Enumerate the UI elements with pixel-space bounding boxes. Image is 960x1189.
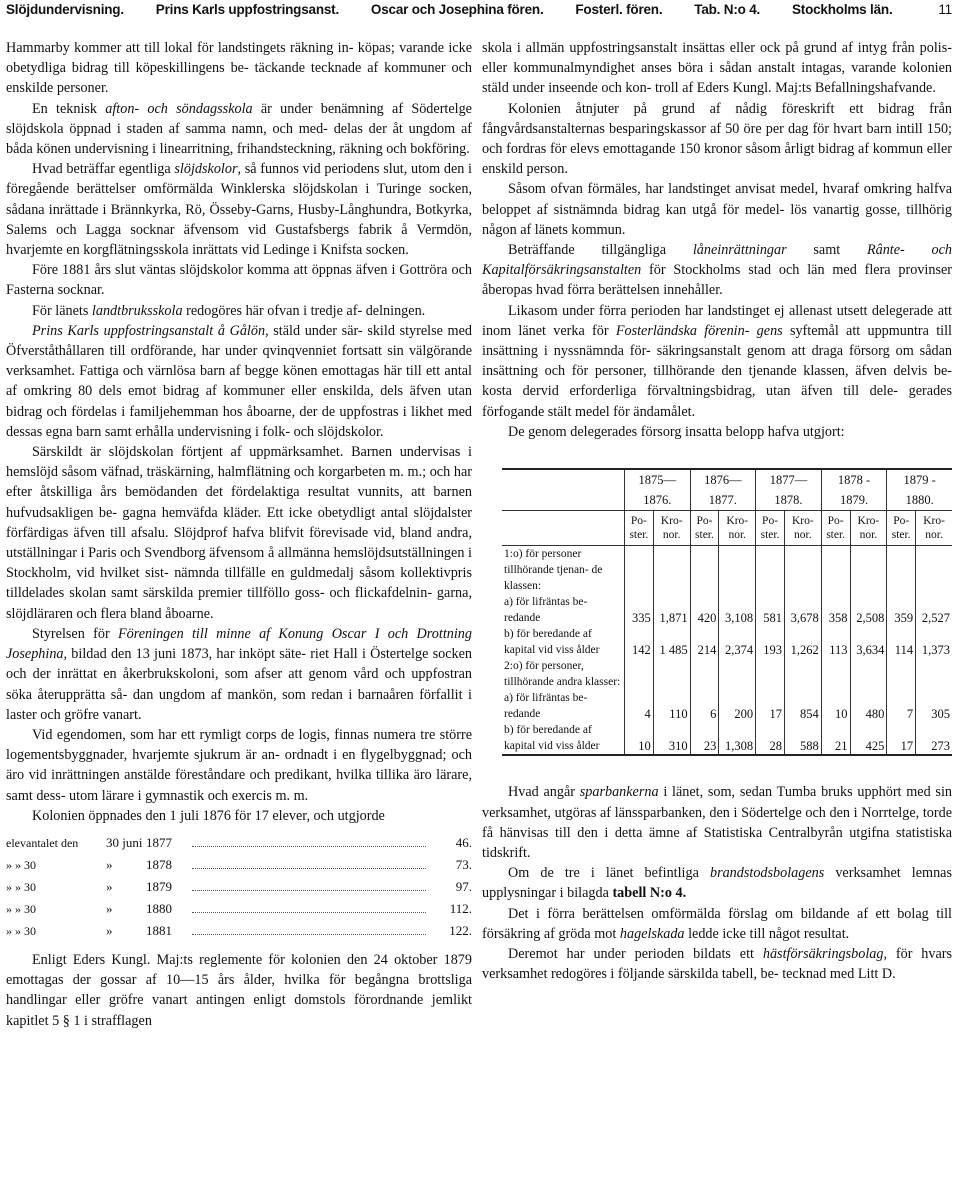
table-row [502, 594, 952, 626]
table-cell: 2,527 [916, 594, 952, 626]
subheader: Po- ster. [887, 511, 916, 546]
header-item: Slöjdundervisning. [6, 2, 124, 17]
table-row [502, 658, 952, 690]
table-cell: 273 [916, 722, 952, 755]
table-cell: 17 [887, 722, 916, 755]
table-cell: 21 [821, 722, 850, 755]
table-cell: 10 [821, 690, 850, 722]
paragraph: Om de tre i länet befintliga brandstodsbolagens verksamhet lemnas upplysningar i bilagda tabell N:o 4. [482, 865, 952, 902]
subheader: Po- ster. [756, 511, 785, 546]
table-header-sub [502, 511, 952, 546]
subheader: Kro- nor. [653, 511, 690, 546]
table-cell: 420 [690, 594, 719, 626]
table-row [502, 722, 952, 755]
row-label: a) för lifräntas be- redande [504, 596, 588, 625]
paragraph: Kolonien öppnades den 1 juli 1876 för 17 elever, och utgjorde [32, 807, 385, 824]
table-cell: 854 [784, 690, 821, 722]
table-cell: 1,308 [719, 722, 756, 755]
year-header: 1878 - 1879. [821, 469, 887, 511]
header-item: Tab. N:o 4. [694, 2, 761, 17]
table-cell: 3,634 [850, 626, 887, 658]
enrollment-row: elevantalet den 30 juni 1877 46. [6, 834, 472, 850]
subheader: Po- ster. [690, 511, 719, 546]
paragraph: Vid egendomen, som har ett rymligt corps de logis, finnas numera tre större logementsbyggnader, hvarjemte sjukrum är an- ordnadt i en flygelbyggnad; och äro vid inrättningen anstälde föreståndare och predikant, hvilka tillika äro lärare, samt dess- utom lärare i gymnastik och exercis m. m. [6, 726, 472, 804]
table-cell [625, 658, 654, 690]
subheader: Kro- nor. [850, 511, 887, 546]
table-cell [784, 658, 821, 690]
subheader: Kro- nor. [916, 511, 952, 546]
table-cell [719, 546, 756, 595]
table-cell: 10 [625, 722, 654, 755]
header-item: Stockholms län. [791, 2, 893, 17]
table-cell: 1,373 [916, 626, 952, 658]
year-header: 1876—1877. [690, 469, 756, 511]
left-column [6, 38, 472, 1031]
table-row [502, 690, 952, 722]
header-item: Prins Karls uppfostringsanst. [155, 2, 340, 17]
paragraph: Hammarby kommer att till lokal för landstingets räkning in- köpas; varande icke obetydliga bidrag till köpeskillingens be- täckande tecknade af kommuner och enskilde personer. [6, 40, 472, 97]
year-header: 1875—1876. [625, 469, 691, 511]
paragraph: Särskildt är slöjdskolan förtjent af uppmärksamhet. Barnen undervisas i hemslöjd såsom väfnad, träskärning, halmflätning och korgarbeten m. m.; och har efter åtskilliga års bemödanden det fördelaktiga resultat vunnits, att barnen hufvudsakligen be- gagna hemväfda kläder. Ett icke obetydligt antal slöjdalster förfärdigas äfven till afsalu. Slöjdprof hafva blifvit förevisade vid, bland andra, utställningar i Paris och Svendborg äfvensom å allmänna hemslöjdsutställningen i Stockholm, vid hvilket sist- nämnda tillfälle en guldmedalj såsom kollektivpris tilldelades skolan samt särskilda premier tillföllo goss- och flickafdelnin- garna, slöjdläraren och flera bland åboarne. [6, 444, 472, 622]
table-cell: 358 [821, 594, 850, 626]
table-cell: 17 [756, 690, 785, 722]
year-header: 1879 - 1880. [887, 469, 952, 511]
table-cell: 193 [756, 626, 785, 658]
paragraph: Deremot har under perioden bildats ett hästförsäkringsbolag, för hvars verksamhet redogöres i följande särskilda tabell, be- tecknad med Litt D. [482, 946, 953, 983]
paragraph: Enligt Eders Kungl. Maj:ts reglemente för kolonien den 24 oktober 1879 emottagas der gossar af 10—15 års ålder, hvilka för begångna brottsliga handlingar eller gröfre vanart antingen enligt domstols förordnande jemlikt kapitlet 5 § 1 i strafflagen [6, 951, 472, 1029]
table-cell [784, 546, 821, 595]
row-label: 1:o) för personer tillhörande tjenan- de klassen: [504, 548, 603, 593]
paragraph: Det i förra berättelsen omförmälda förslag om bildande af ett bolag till försäkring af gröda mot hagelskada ledde icke till något resultat. [482, 905, 952, 942]
subheader: Po- ster. [821, 511, 850, 546]
paragraph: Hvad angår sparbankerna i länet, som, sedan Tumba bruks upphört med sin verksamhet, utgöras af länssparbanken, den i Södertelge och den i Norrtelge, torde få hänvisas till den i detta ämne af Statistiska Centralbyrån utgifna statistiska tidskrift. [482, 784, 952, 862]
paragraph: De genom delegerades försorg insatta belopp hafva utgjort: [508, 423, 845, 440]
paragraph: Likasom under förra perioden har landstinget ej allenast utsett delegerade att inom länet verka för Fosterländska förenin- gens syftemål att uppmuntra till insättning i nyssnämnda för- säkringsanstalt genom att draga försorg om sådan insättning och för personer, tillhörande den tjenande klassen, äfven delvis be- kosta dervid erforderliga förvaltningsbidrag, utan äfven till dele- gerades förfogande stält medel för ändamålet. [482, 302, 952, 420]
enrollment-row: » » 30 » 1878 73. [6, 856, 472, 872]
table-cell: 110 [653, 690, 690, 722]
paragraph: Kolonien åtnjuter på grund af nådig föreskrift ett bidrag från fångvårdsanstalternas besparingskassor af 50 öre per dag för hvart barn intill 150; och fordras för elevs emottagande 150 kronor såsom årligt bidrag af kommun eller enskild person. [482, 100, 952, 178]
table-cell [719, 658, 756, 690]
year-header: 1877—1878. [756, 469, 822, 511]
table-cell: 28 [756, 722, 785, 755]
table-row [502, 626, 952, 658]
table-cell [887, 546, 916, 595]
table-cell: 1 485 [653, 626, 690, 658]
table-cell: 588 [784, 722, 821, 755]
paragraph: Före 1881 års slut väntas slöjdskolor komma att öppnas äfven i Gottröra och Fasterna socknar. [6, 262, 472, 299]
paragraph: Såsom ofvan förmäles, har landstinget anvisat medel, hvaraf omkring halfva beloppet af sistnämnda bidrag kan utgå för medel- lös vanartig gosse, tillhörig någon af länets kommun. [482, 181, 952, 238]
table-cell: 200 [719, 690, 756, 722]
subheader: Po- ster. [625, 511, 654, 546]
table-cell: 7 [887, 690, 916, 722]
paragraph: För länets landtbruksskola redogöres här ofvan i tredje af- delningen. [32, 302, 426, 319]
table-cell [850, 546, 887, 595]
row-label: b) för beredande af kapital vid viss ålder [502, 722, 625, 755]
table-cell: 359 [887, 594, 916, 626]
table-cell: 3,678 [784, 594, 821, 626]
paragraph: skola i allmän uppfostringsanstalt insättas eller ock på grund af intyg från polis- eller kommunalmyndighet anses böra i sådan anstalt intagas, varande kolonien stäld under inseende och kon- troll af Eders Kungl. Maj:ts Befallningshafvande. [482, 40, 952, 97]
enrollment-list [6, 832, 472, 942]
paragraph: Hvad beträffar egentliga slöjdskolor, så funnos vid periodens slut, utom den i föregående berättelser omförmälda Winklerska slöjdskolan i Turinge socken, sådana inrättade i Brännkyrka, Rö, Össeby-Garns, Husby-Långhundra, Botkyrka, Salems och Lagga socknar äfvensom vid Gustafsbergs fabrik å Vermdön, hvarjemte en korgflätningsskola inrättats vid Ledinge i Knifsta socken. [6, 161, 472, 259]
table-cell: 1,871 [653, 594, 690, 626]
table-cell [690, 546, 719, 595]
table-cell [653, 546, 690, 595]
right-column [482, 38, 952, 1031]
row-label: a) för lifräntas be- redande [504, 692, 588, 721]
table-cell [916, 546, 952, 595]
table-cell: 4 [625, 690, 654, 722]
table-cell: 2,374 [719, 626, 756, 658]
paragraph: En teknisk afton- och söndagsskola är under benämning af Södertelge slöjdskola öppnad i staden af samma namn, och med- delas der åt ungdom af båda könen undervisning i linearritning, frihandsteckning, räkning och bokföring. [6, 100, 472, 158]
table-cell [756, 546, 785, 595]
table-row [502, 546, 952, 595]
table-cell: 480 [850, 690, 887, 722]
paragraph: Prins Karls uppfostringsanstalt å Gålön, stäld under sär- skild styrelse med Öfverståthållaren till ordförande, har under qvinqvenniet fortsatt sin välgörande verksamhet. Fattiga och värnlösa barn af begge könen emottagas här till ett antal af omkring 80 dels emot bidrag af kommuner eller enskilda, dels äfven utan bidrag och fördelas i familjehemman hos åboarne, der de uppfostras i likhet med dessas egna barn samt erhålla undervisning i folk- och slöjdskolor. [6, 322, 472, 440]
table-cell: 581 [756, 594, 785, 626]
running-header [6, 2, 952, 22]
table-cell: 214 [690, 626, 719, 658]
table-cell [821, 546, 850, 595]
table-cell: 305 [916, 690, 952, 722]
table-cell [821, 658, 850, 690]
table-cell [625, 546, 654, 595]
insurance-deposit-table [502, 468, 952, 756]
insurance-table-wrap [482, 468, 952, 756]
table-cell [756, 658, 785, 690]
enrollment-row: » » 30 » 1881 122. [6, 922, 472, 938]
table-cell: 1,262 [784, 626, 821, 658]
table-cell: 425 [850, 722, 887, 755]
header-item: Fosterl. fören. [575, 2, 663, 17]
row-label: 2:o) för personer, tillhörande andra klasser: [504, 660, 621, 689]
table-cell: 23 [690, 722, 719, 755]
table-cell: 114 [887, 626, 916, 658]
table-body [502, 546, 952, 756]
table-cell: 2,508 [850, 594, 887, 626]
table-cell [653, 658, 690, 690]
table-cell [690, 658, 719, 690]
table-cell: 310 [653, 722, 690, 755]
table-header-years [502, 469, 952, 511]
enrollment-row: » » 30 » 1879 97. [6, 878, 472, 894]
table-cell [916, 658, 952, 690]
paragraph: Beträffande tillgängliga låneinrättningar samt Rânte- och Kapitalförsäkringsanstalten för Stockholms stad och län med flera provinser åberopas hvad förra berättelsen innehåller. [482, 242, 952, 299]
enrollment-row: » » 30 » 1880 112. [6, 900, 472, 916]
table-cell: 335 [625, 594, 654, 626]
text-columns [6, 38, 952, 1031]
table-cell [887, 658, 916, 690]
table-cell: 3,108 [719, 594, 756, 626]
header-item: Oscar och Josephina fören. [370, 2, 544, 17]
paragraph: Styrelsen för Föreningen till minne af Konung Oscar I och Drottning Josephina, bildad den 13 juni 1873, har inköpt säte- riet Hall i Östertelge socken och der inrättat en åkerbrukskoloni, som afser att genom vård och uppfostran söka återupprätta så- dan ungdom af mankön, som redan i barnaåren förfallit i laster och gröfre vanart. [6, 625, 472, 723]
table-cell [850, 658, 887, 690]
subheader: Kro- nor. [719, 511, 756, 546]
table-cell: 142 [625, 626, 654, 658]
table-cell: 113 [821, 626, 850, 658]
row-label: b) för beredande af kapital vid viss ålder [504, 628, 600, 657]
page-number: 11 [938, 2, 952, 17]
table-cell: 6 [690, 690, 719, 722]
subheader: Kro- nor. [784, 511, 821, 546]
